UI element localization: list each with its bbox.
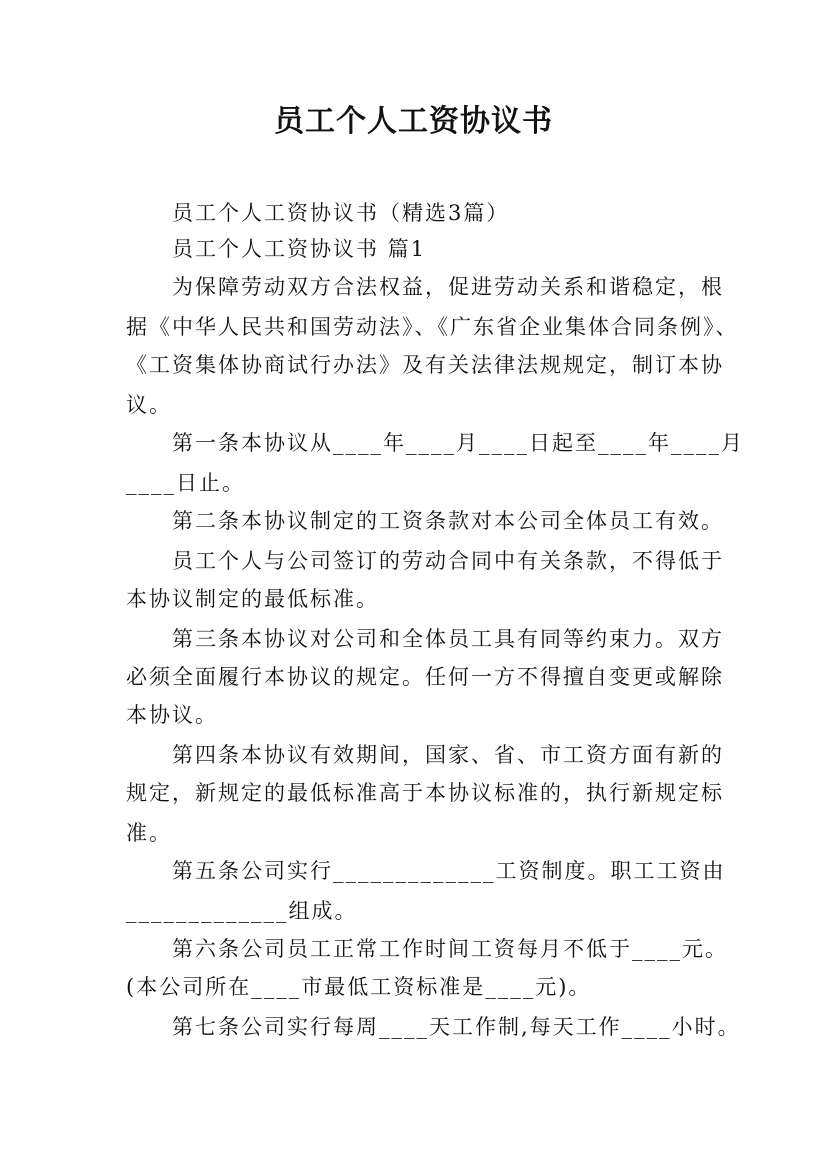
article-5-line: 第五条公司实行_____________工资制度。职工工资由 [172, 859, 726, 883]
section-heading: 员工个人工资协议书 篇1 [172, 237, 427, 261]
article-7-line: 第七条公司实行每周____天工作制,每天工作____小时。 [172, 1015, 741, 1039]
article-5-line: _____________组成。 [126, 899, 358, 923]
paragraph-line: 本协议制定的最低标准。 [126, 587, 379, 611]
article-2-line: 第二条本协议制定的工资条款对本公司全体员工有效。 [172, 509, 724, 533]
paragraph-line: 《工资集体协商试行办法》及有关法律法规规定，制订本协 [126, 353, 724, 377]
article-4-line: 准。 [126, 821, 172, 845]
paragraph-line: 据《中华人民共和国劳动法》、《广东省企业集体合同条例》、 [126, 315, 739, 339]
document-title: 员工个人工资协议书 [274, 104, 553, 139]
article-3-line: 本协议。 [126, 703, 218, 727]
article-3-line: 第三条本协议对公司和全体员工具有同等约束力。双方 [172, 627, 724, 651]
article-6-line: (本公司所在____市最低工资标准是____元)。 [126, 975, 592, 999]
article-6-line: 第六条公司员工正常工作时间工资每月不低于____元。 [172, 937, 728, 961]
paragraph-line: 员工个人与公司签订的劳动合同中有关条款，不得低于 [172, 549, 724, 573]
article-4-line: 第四条本协议有效期间，国家、省、市工资方面有新的 [172, 743, 724, 767]
paragraph-line: 为保障劳动双方合法权益，促进劳动关系和谐稳定，根 [172, 275, 724, 299]
article-1-line: ____日止。 [126, 471, 245, 495]
subtitle-line: 员工个人工资协议书（精选3篇） [172, 201, 510, 225]
paragraph-line: 议。 [126, 393, 172, 417]
article-1-line: 第一条本协议从____年____月____日起至____年____月 [172, 431, 744, 455]
article-4-line: 规定，新规定的最低标准高于本协议标准的，执行新规定标 [126, 781, 724, 805]
article-3-line: 必须全面履行本协议的规定。任何一方不得擅自变更或解除 [126, 665, 724, 689]
